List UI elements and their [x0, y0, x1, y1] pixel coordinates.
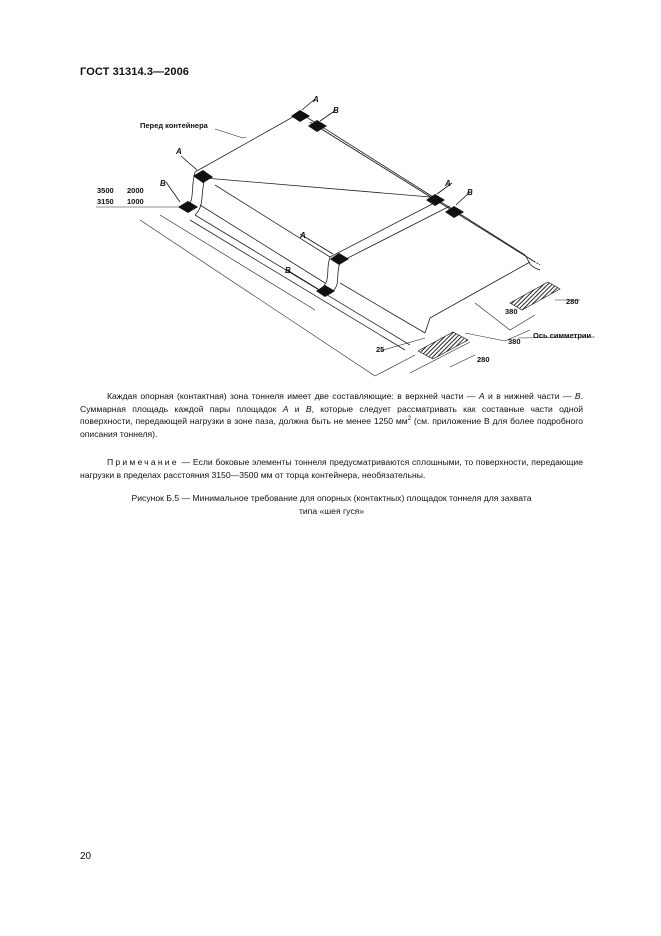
- dim-3500: 3500: [97, 186, 114, 195]
- label-a-3: A: [445, 179, 451, 188]
- note-label: Примечание: [107, 457, 179, 467]
- hatched-area-right: [510, 282, 560, 310]
- para1-a1: A: [478, 391, 485, 401]
- label-front: Перед контейнера: [140, 121, 208, 130]
- caption-line-2: типа «шея гуся»: [298, 505, 365, 516]
- para1-b1: B: [574, 391, 581, 401]
- page-number: 20: [80, 851, 92, 862]
- dim-25: 25: [376, 345, 385, 354]
- dim-380-upper: 380: [505, 307, 518, 316]
- dim-3150: 3150: [97, 197, 114, 206]
- pad-b-mid: [316, 285, 335, 297]
- para1-text-4: , которые следует рассматривать как составные части одной поверхности, передающей нагрузки в зоне паза, должна быть не менее 1250 мм: [80, 403, 584, 427]
- caption-line-1: Рисунок Б.5 — Минимальное требование для опорных (контактных) площадок тоннеля для захвата: [131, 493, 532, 503]
- standard-header: ГОСТ 31314.3—2006: [80, 66, 190, 78]
- label-b-2: B: [333, 106, 339, 115]
- dim-380-lower: 380: [508, 337, 521, 346]
- para1-text-3: . Суммарная площадь каждой пары площадок: [80, 391, 584, 414]
- para1-sup: 2: [407, 416, 412, 423]
- dim-280-upper: 280: [566, 297, 579, 306]
- tunnel-drawing: [0, 0, 661, 400]
- pad-a-front: [193, 170, 213, 183]
- paragraph-contact-zones: [80, 390, 583, 440]
- label-a-2: A: [313, 95, 319, 104]
- para1-b2: B: [305, 403, 312, 414]
- para1-and: и: [294, 403, 300, 414]
- tunnel-figure: [0, 0, 661, 400]
- note-text: — Если боковые элементы тоннеля предусматриваются сплошными, то поверхности, передающие нагрузки в пределах расстояния 3150—3500 мм от торца контейнера, необязательны.: [80, 457, 584, 480]
- para1-text-5: (см. приложение В для более подробного описания тоннеля).: [80, 416, 584, 439]
- para1-text-1: Каждая опорная (контактная) зона тоннеля имеет две составляющие: в верхней части —: [107, 391, 476, 401]
- para1-text-2: и в нижней части —: [488, 391, 572, 401]
- label-a-1: A: [176, 147, 182, 156]
- label-b-1: B: [160, 179, 166, 188]
- label-b-4: B: [285, 266, 291, 275]
- contact-pads: [178, 110, 464, 297]
- label-a-4: A: [300, 231, 306, 240]
- hatched-area-left: [418, 332, 468, 359]
- para1-a2: A: [282, 403, 289, 414]
- paragraph-note: [80, 456, 583, 481]
- pad-a-mid: [330, 253, 349, 265]
- dim-2000: 2000: [127, 186, 144, 195]
- dim-1000: 1000: [127, 197, 144, 206]
- tunnel-outline: [185, 113, 540, 350]
- label-axis: Ось симметрии: [533, 331, 592, 340]
- label-b-3: B: [467, 188, 473, 197]
- pad-a-top: [291, 110, 310, 122]
- figure-caption: [80, 492, 583, 517]
- dim-280-lower: 280: [477, 355, 490, 364]
